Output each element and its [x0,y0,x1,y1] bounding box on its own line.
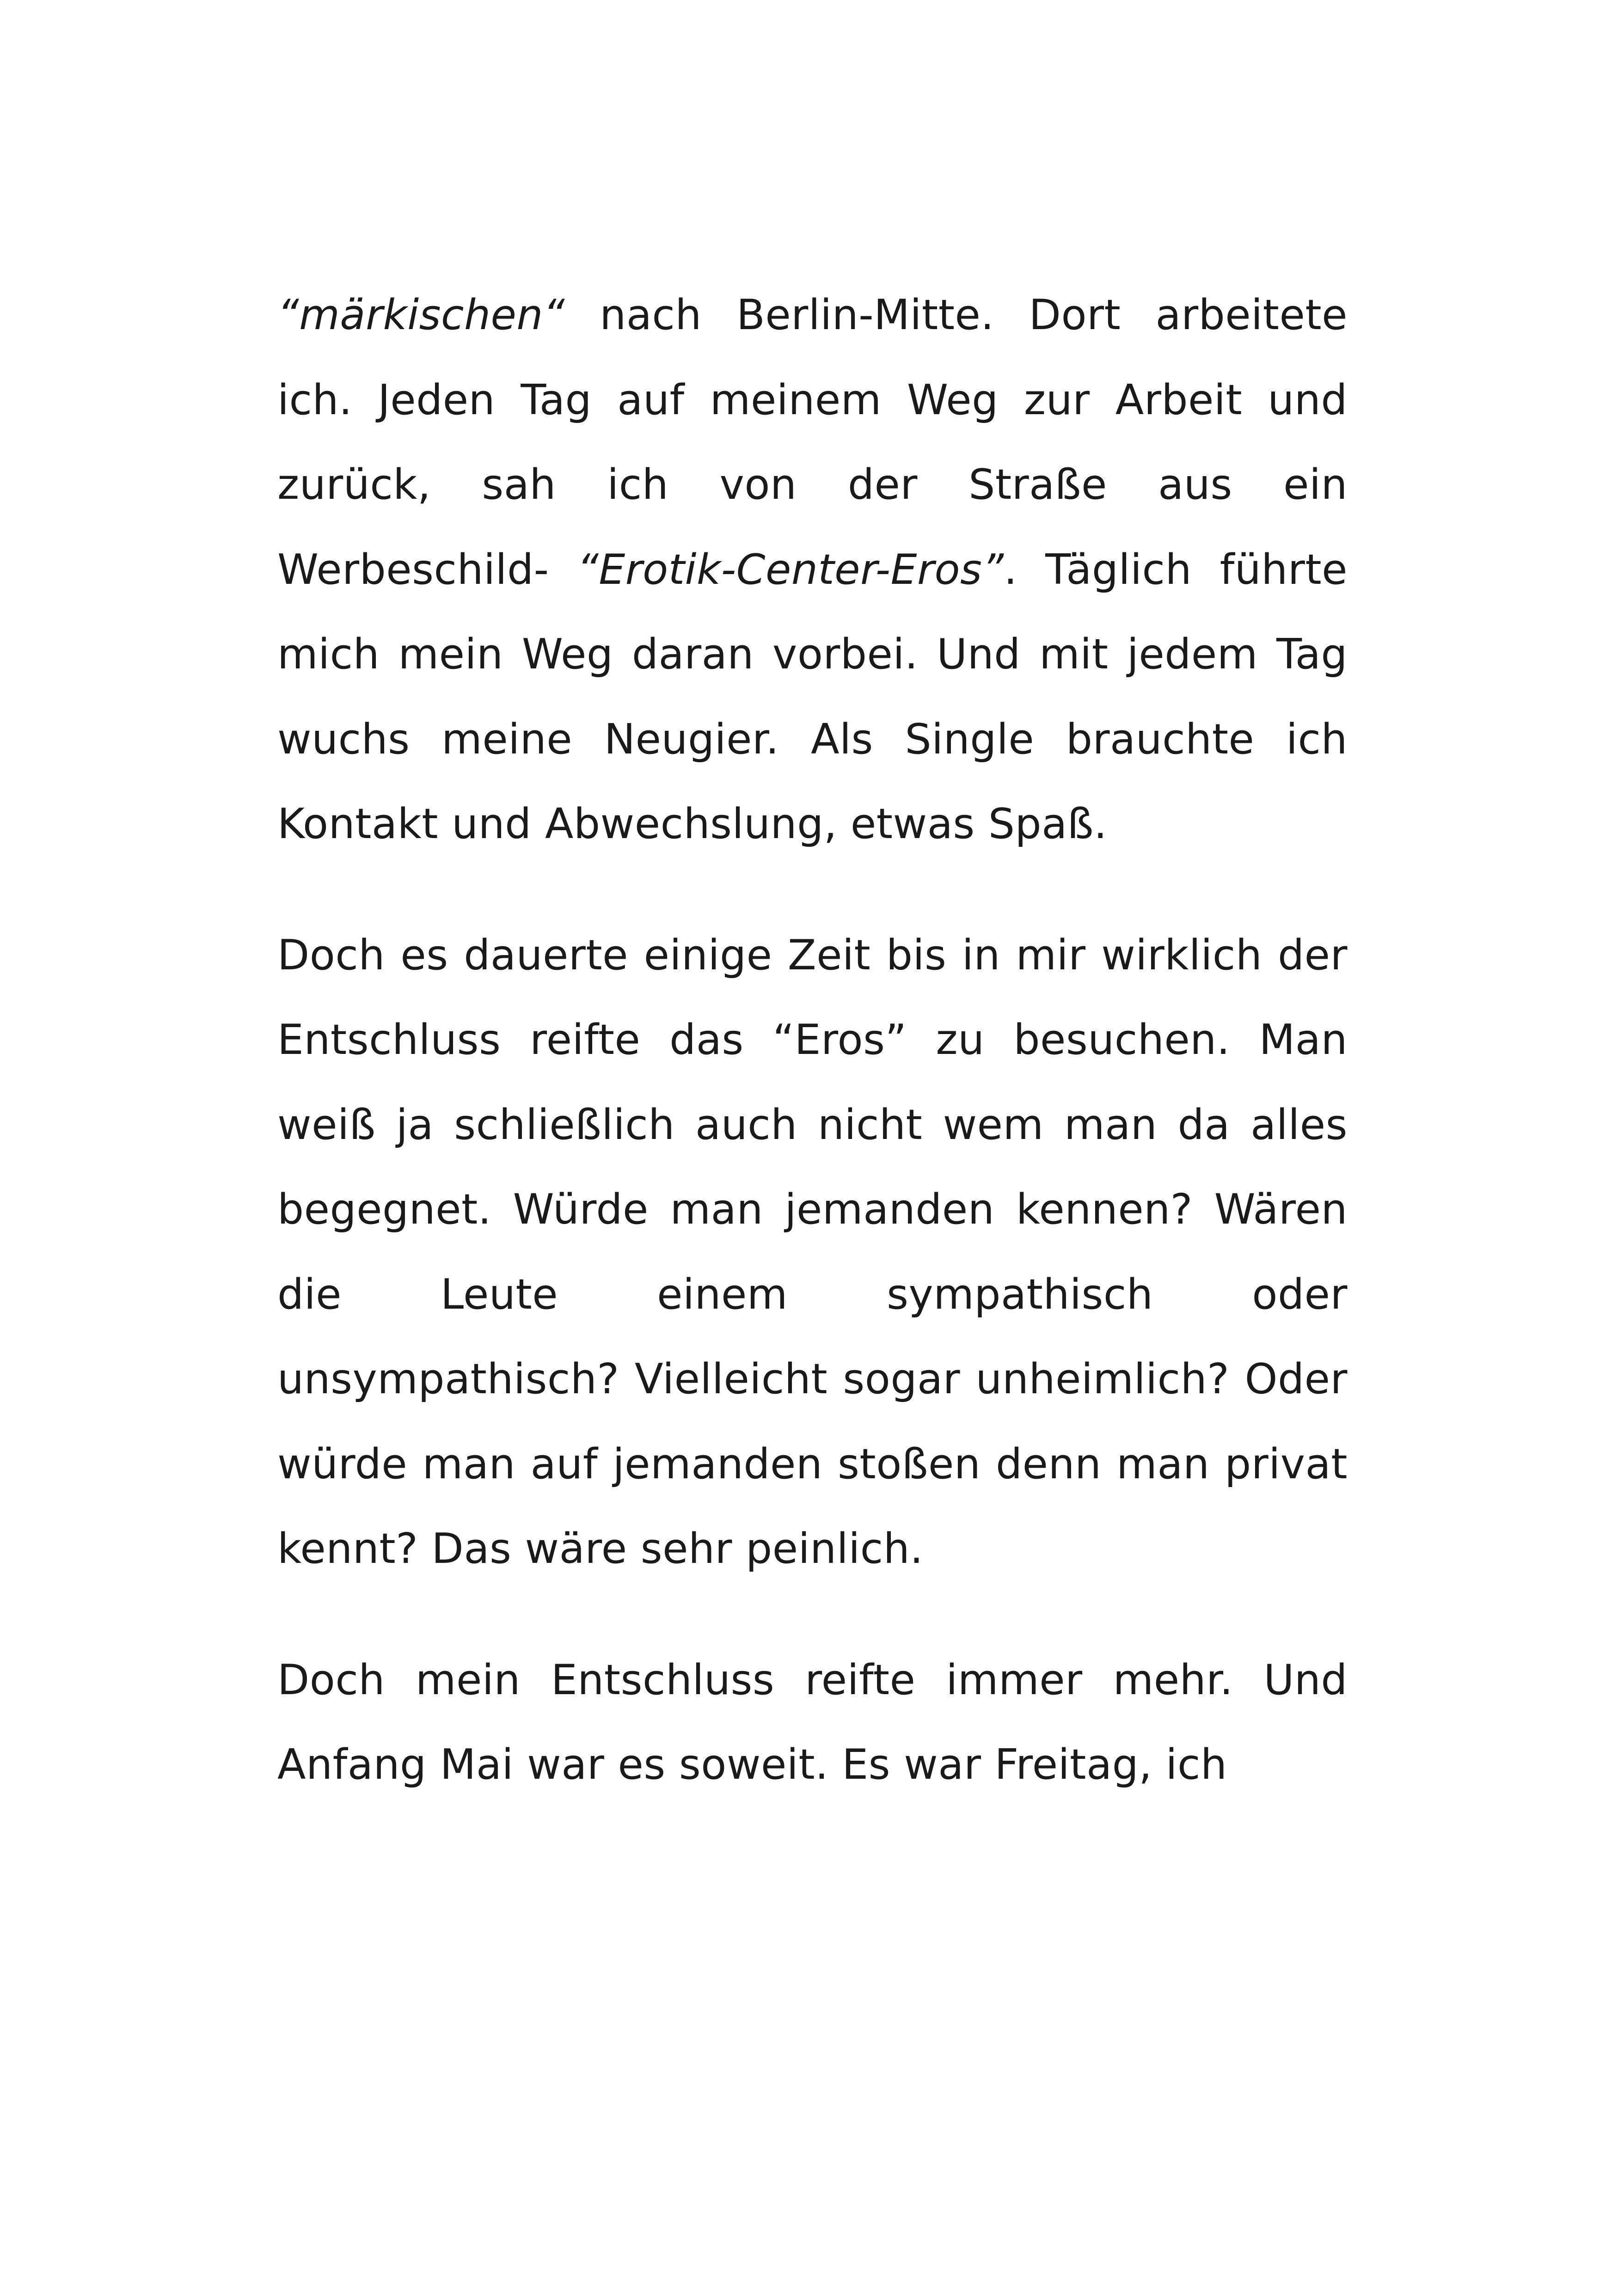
paragraph-3-text: Doch mein Entschluss reifte immer mehr. Und Anfang Mai war es soweit. Es war Freitag, ich [277,1655,1348,1789]
paragraph-1-text-a: nach Berlin-Mitte. Dort arbeitete ich. Jeden Tag auf meinem Weg zur Arbeit und zurück, sah ich von der Straße aus ein Werbeschild- [277,291,1348,594]
paragraph-1-text-b: . Täglich führte mich mein Weg daran vorbei. Und mit jedem Tag wuchs meine Neugier. Als Single brauchte ich Kontakt und Abwechslung, etwas Spaß. [277,545,1348,848]
paragraph-2-text: Doch es dauerte einige Zeit bis in mir wirklich der Entschluss reifte das “Eros” zu besuchen. Man weiß ja schließlich auch nicht wem man da alles begegnet. Würde man jemanden kennen? Wären die Leute einem sympathisch oder unsympathisch? Vielleicht sogar unheimlich? Oder würde man auf jemanden stoßen denn man privat kennt? Das wäre sehr peinlich. [277,931,1348,1573]
body-text [277,273,1348,1807]
paragraph-2 [277,913,1348,1592]
paragraph-1 [277,273,1348,867]
quote-maerkischen: “märkischen“ [277,291,565,339]
quote-erotik-center-eros: “Erotik-Center-Eros” [577,545,1004,594]
paragraph-3 [277,1638,1348,1807]
